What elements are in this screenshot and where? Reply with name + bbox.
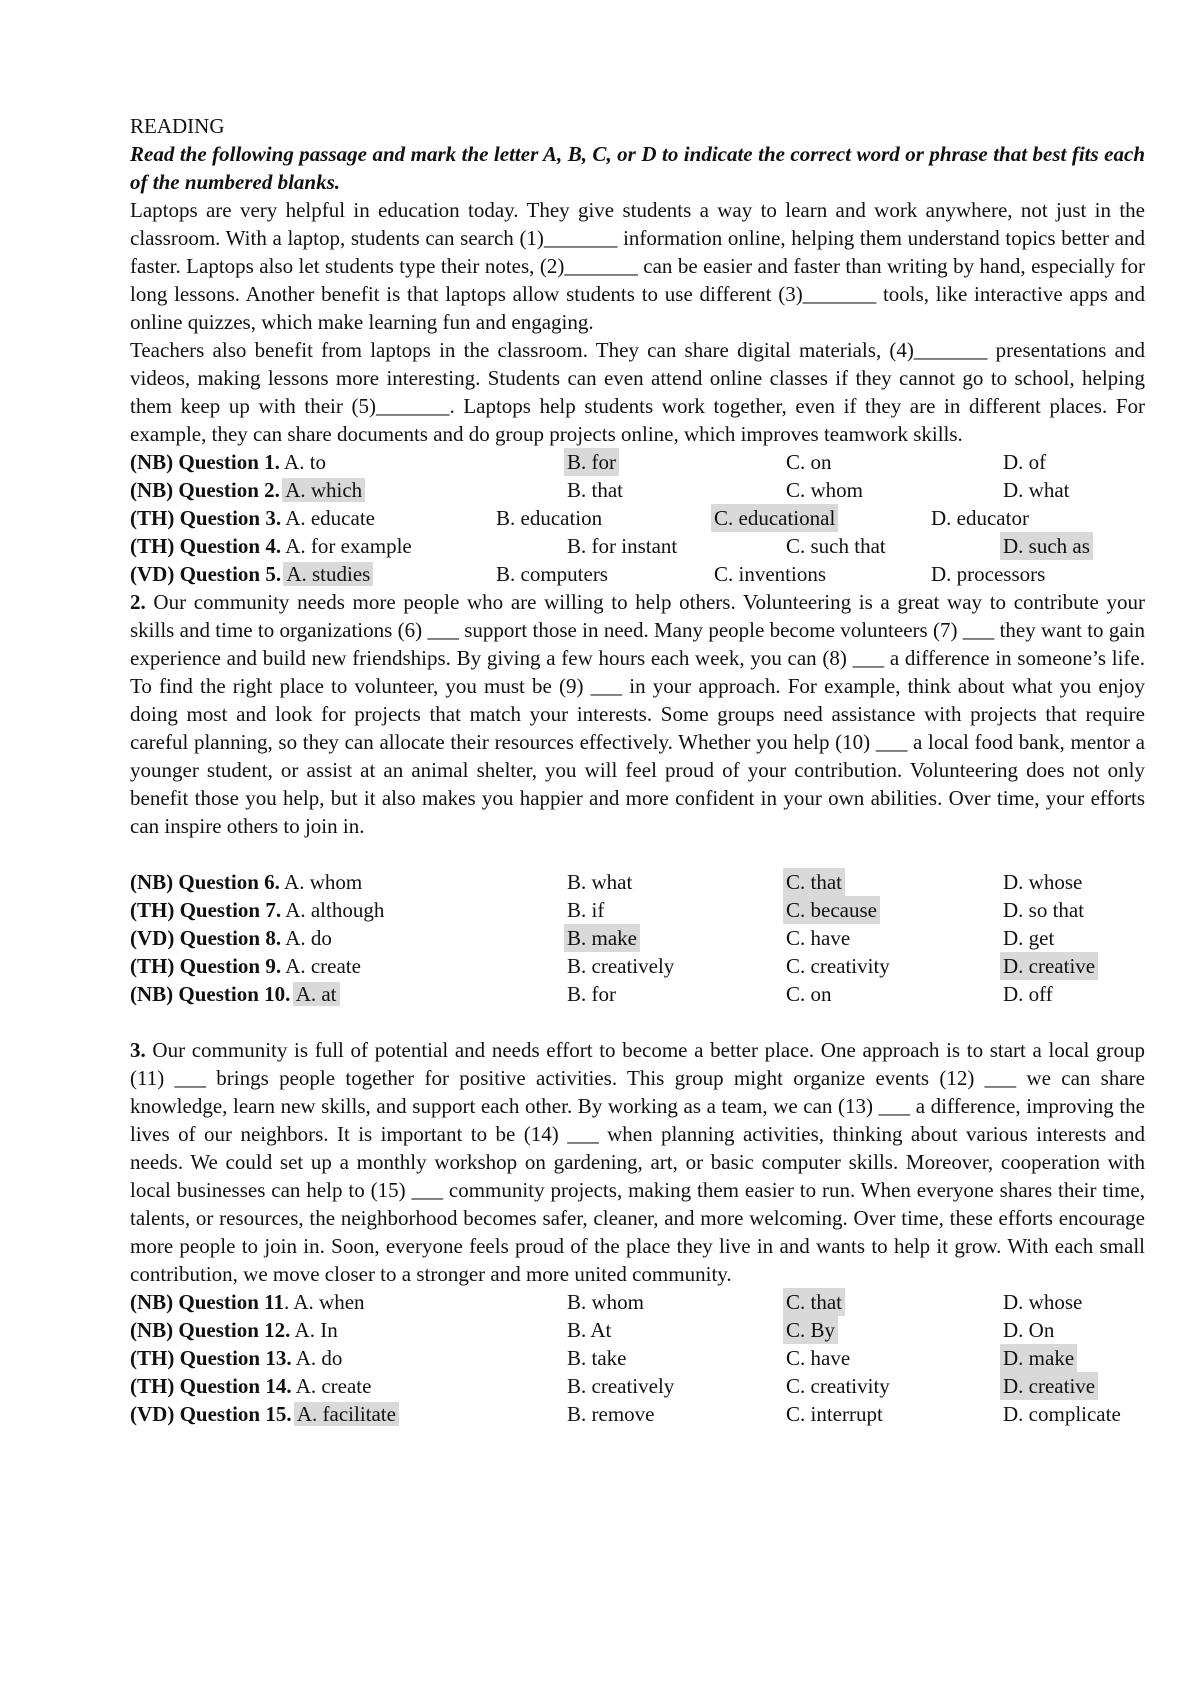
question-label: Question 5.	[179, 562, 282, 586]
passage-1-paragraph-1: Laptops are very helpful in education today. They give students a way to learn and work anywhere, not just in the classroom. With a laptop, students can search (1)_______ information online, helping them understand topics better and faster. Laptops also let students type their notes, (2)_______ can be easier and faster than writing by hand, especially for long lessons. Another benefit is that laptops allow students to use different (3)_______ tools, like interactive apps and online quizzes, which make learning fun and engaging.	[130, 198, 1145, 334]
question-label: Question 6.	[178, 870, 280, 894]
question-level: (NB)	[130, 450, 174, 474]
option-d: D. get	[1003, 926, 1055, 950]
option-d: D. creative	[1000, 952, 1098, 980]
option-d: D. educator	[931, 506, 1029, 530]
option-d: D. of	[1003, 450, 1047, 474]
question-level: (TH)	[130, 898, 175, 922]
question-label: Question 8.	[179, 926, 282, 950]
question-level: (TH)	[130, 534, 175, 558]
option-c: C. creativity	[786, 1374, 890, 1398]
question-row-7	[130, 896, 1145, 924]
option-b: B. whom	[567, 1290, 645, 1314]
question-row-1	[130, 448, 1145, 476]
question-row-11	[130, 1288, 1145, 1316]
option-c: C. on	[786, 982, 832, 1006]
option-a: . A. when	[284, 1290, 365, 1314]
question-level: (VD)	[130, 562, 175, 586]
spacer	[130, 1008, 1145, 1036]
passage-3-number: 3.	[130, 1038, 146, 1062]
option-c: C. that	[783, 1288, 845, 1316]
option-b: B. for	[567, 982, 616, 1006]
option-a: A. studies	[283, 562, 373, 586]
question-row-4	[130, 532, 1145, 560]
question-row-15	[130, 1400, 1145, 1428]
option-a: A. In	[294, 1318, 338, 1342]
question-label: Question 9.	[179, 954, 282, 978]
option-a: A. create	[285, 954, 361, 978]
option-a: A. although	[285, 898, 385, 922]
question-row-10	[130, 980, 1145, 1008]
option-c: C. whom	[786, 478, 864, 502]
option-c: C. because	[783, 896, 880, 924]
option-d: D. On	[1003, 1318, 1055, 1342]
question-label: Question 15.	[179, 1402, 292, 1426]
option-b: B. if	[567, 898, 605, 922]
option-b: B. At	[567, 1318, 612, 1342]
passage-2-text: Our community needs more people who are willing to help others. Volunteering is a great way to contribute your skills and time to organizations (6) ___ support those in need. Many people become volunteers (7) ___ they want to gain experience and build new friendships. By giving a few hours each week, you can (8) ___ a difference in someone’s life. To find the right place to volunteer, you must be (9) ___ in your approach. For example, think about what you enjoy doing most and look for projects that match your interests. Some groups need assistance with projects that require careful planning, so they can allocate their resources effectively. Whether you help (10) ___ a local food bank, mentor a younger student, or assist at an animal shelter, you will feel proud of your contribution. Volunteering does not only benefit those you help, but it also makes you happier and more confident in your own abilities. Over time, your efforts can inspire others to join in.	[130, 590, 1145, 838]
option-c: C. By	[783, 1316, 838, 1344]
question-level: (VD)	[130, 1402, 175, 1426]
question-level: (NB)	[130, 982, 174, 1006]
question-level: (NB)	[130, 478, 174, 502]
option-a: A. at	[293, 982, 340, 1006]
option-a: A. create	[295, 1374, 372, 1398]
question-group-3	[130, 1288, 1145, 1428]
option-a: A. which	[282, 478, 365, 502]
option-d: D. so that	[1003, 898, 1085, 922]
question-row-6	[130, 868, 1145, 896]
passage-2-paragraph	[130, 588, 1145, 840]
question-label: Question 13.	[179, 1346, 292, 1370]
question-level: (NB)	[130, 870, 174, 894]
option-d: D. processors	[931, 562, 1046, 586]
question-label: Question 7.	[179, 898, 282, 922]
option-d: D. off	[1003, 982, 1053, 1006]
option-c: C. creativity	[786, 954, 890, 978]
option-d: D. whose	[1003, 1290, 1083, 1314]
option-b: B. make	[564, 924, 640, 952]
option-b: B. creatively	[567, 954, 675, 978]
option-c: C. on	[786, 450, 832, 474]
question-level: (TH)	[130, 1374, 175, 1398]
option-d: D. creative	[1000, 1372, 1098, 1400]
option-c: C. interrupt	[786, 1402, 883, 1426]
question-row-9	[130, 952, 1145, 980]
question-label: Question 14.	[179, 1374, 292, 1398]
question-row-2	[130, 476, 1145, 504]
question-label: Question 2.	[178, 478, 280, 502]
question-label: Question 3.	[179, 506, 282, 530]
question-row-3	[130, 504, 1145, 532]
question-level: (TH)	[130, 1346, 175, 1370]
spacer	[130, 840, 1145, 868]
question-label: Question 10.	[178, 982, 291, 1006]
option-c: C. have	[786, 1346, 851, 1370]
instruction-text: Read the following passage and mark the letter A, B, C, or D to indicate the correct word or phrase that best fits each of the numbered blanks.	[130, 142, 1145, 194]
question-label: Question 12.	[178, 1318, 291, 1342]
option-a: A. whom	[284, 870, 363, 894]
question-label: Question 11	[178, 1290, 285, 1314]
question-level: (TH)	[130, 506, 175, 530]
passage-1-paragraph-2: Teachers also benefit from laptops in the classroom. They can share digital materials, (4)_______ presentations and videos, making lessons more interesting. Students can even attend online classes if they cannot go to school, helping them keep up with their (5)_______. Laptops help students work together, even if they are in different places. For example, they can share documents and do group projects online, which improves teamwork skills.	[130, 338, 1145, 446]
option-b: B. what	[567, 870, 633, 894]
option-c: C. have	[786, 926, 851, 950]
option-a: A. facilitate	[294, 1402, 399, 1426]
question-row-8	[130, 924, 1145, 952]
option-a: A. do	[295, 1346, 343, 1370]
question-level: (NB)	[130, 1290, 174, 1314]
option-a: A. do	[285, 926, 332, 950]
question-level: (TH)	[130, 954, 175, 978]
option-d: D. make	[1000, 1344, 1077, 1372]
question-group-2	[130, 868, 1145, 1008]
option-b: B. take	[567, 1346, 627, 1370]
option-a: A. to	[284, 450, 327, 474]
option-d: D. such as	[1000, 532, 1093, 560]
option-d: D. what	[1003, 478, 1070, 502]
question-row-12	[130, 1316, 1145, 1344]
section-heading: READING	[130, 114, 225, 138]
passage-3-paragraph	[130, 1036, 1145, 1288]
option-b: B. computers	[496, 562, 608, 586]
option-d: D. complicate	[1003, 1402, 1121, 1426]
option-c: C. such that	[786, 534, 886, 558]
option-b: B. creatively	[567, 1374, 675, 1398]
option-c: C. that	[783, 868, 845, 896]
option-d: D. whose	[1003, 870, 1083, 894]
option-b: B. education	[496, 506, 603, 530]
question-row-5	[130, 560, 1145, 588]
question-row-14	[130, 1372, 1145, 1400]
passage-2-number: 2.	[130, 590, 146, 614]
option-b: B. remove	[567, 1402, 655, 1426]
question-level: (NB)	[130, 1318, 174, 1342]
option-b: B. for instant	[567, 534, 678, 558]
question-group-1	[130, 448, 1145, 588]
question-level: (VD)	[130, 926, 175, 950]
option-c: C. inventions	[714, 562, 827, 586]
option-a: A. for example	[285, 534, 412, 558]
option-b: B. for	[564, 448, 619, 476]
passage-3-text: Our community is full of potential and needs effort to become a better place. One approach is to start a local group (11) ___ brings people together for positive activities. This group might organize events (12) ___ we can share knowledge, learn new skills, and support each other. By working as a team, we can (13) ___ a difference, improving the lives of our neighbors. It is important to be (14) ___ when planning activities, thinking about various interests and needs. We could set up a monthly workshop on gardening, art, or basic computer skills. Moreover, cooperation with local businesses can help to (15) ___ community projects, making them easier to run. When everyone shares their time, talents, or resources, the neighborhood becomes safer, cleaner, and more welcoming. Over time, these efforts encourage more people to join in. Soon, everyone feels proud of the place they live in and wants to help it grow. With each small contribution, we move closer to a stronger and more united community.	[130, 1038, 1145, 1286]
question-row-13	[130, 1344, 1145, 1372]
option-b: B. that	[567, 478, 623, 502]
question-label: Question 1.	[178, 450, 280, 474]
question-label: Question 4.	[179, 534, 282, 558]
option-a: A. educate	[285, 506, 375, 530]
option-c: C. educational	[711, 504, 838, 532]
